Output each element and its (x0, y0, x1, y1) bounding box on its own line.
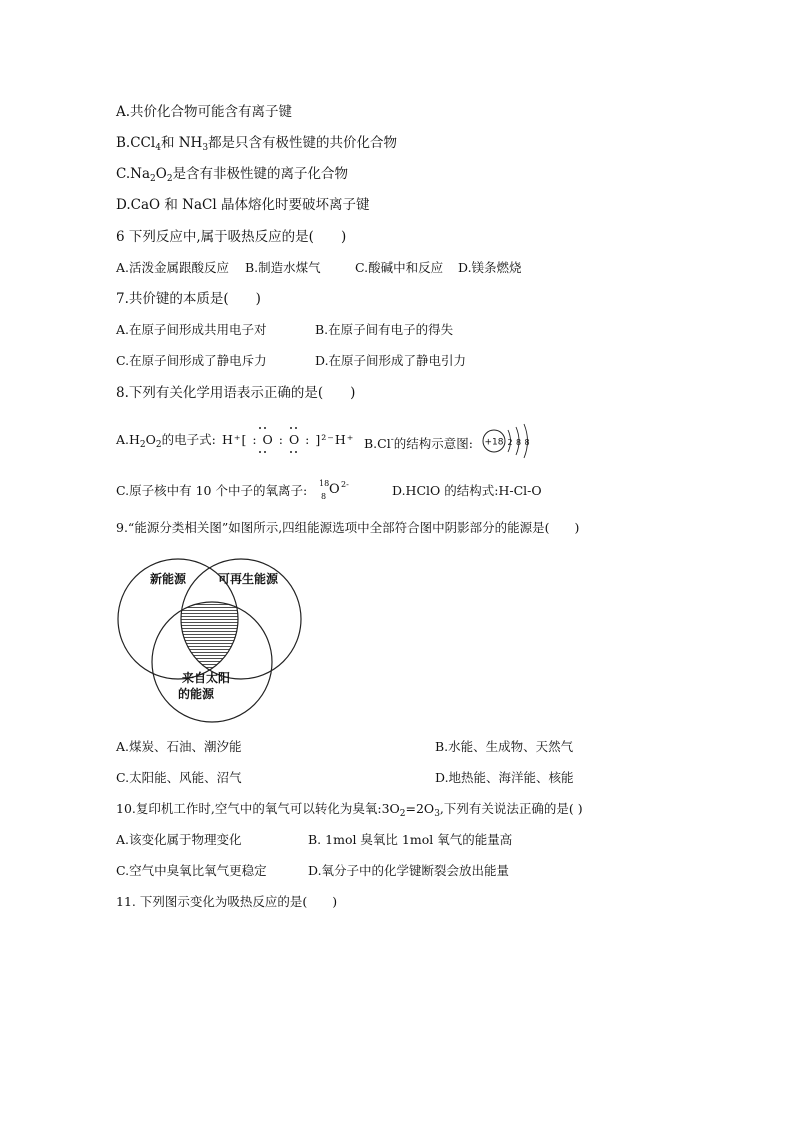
nucleus-charge: +18 (484, 437, 504, 448)
q5-option-c-post: 是含有非极性键的离子化合物 (172, 166, 349, 182)
q10-option-d: D.氧分子中的化学键断裂会放出能量 (308, 863, 510, 878)
q5-option-b-pre: B.CCl (116, 135, 156, 151)
q8-option-a-mid: O (145, 432, 156, 447)
q5-option-c (116, 165, 348, 188)
q6-option-c: C.酸碱中和反应 (355, 260, 444, 275)
shell-2-electrons: 8 (515, 438, 522, 447)
q8-option-b-text: B.Cl (364, 436, 391, 451)
q5-option-b-sub2: 3 (202, 143, 209, 153)
shell-3-electrons: 8 (524, 438, 530, 447)
atomic-number: 8 (321, 492, 327, 501)
q5-option-b-post: 都是只含有极性键的共价化合物 (208, 135, 398, 151)
q8-option-a-post: 的电子式: (161, 432, 216, 447)
q8-option-a (116, 431, 216, 454)
q7-option-b: B.在原子间有电子的得失 (315, 322, 454, 337)
q8-option-d: D.HClO 的结构式:H-Cl-O (392, 483, 542, 498)
q10-option-b: B. 1mol 臭氧比 1mol 氧气的能量高 (308, 832, 513, 847)
q9-option-a: A.煤炭、石油、潮汐能 (116, 739, 242, 754)
q10-option-a: A.该变化属于物理变化 (116, 832, 242, 847)
q10-stem-pre: 10.复印机工作时,空气中的氧气可以转化为臭氧:3O (116, 801, 400, 816)
mass-number: 18 (319, 479, 330, 488)
q7-option-c: C.在原子间形成了静电斥力 (116, 353, 267, 368)
q5-option-a: A.共价化合物可能含有离子键 (116, 104, 293, 120)
q7-option-a: A.在原子间形成共用电子对 (116, 322, 267, 337)
q6-option-d: D.镁条燃烧 (458, 260, 522, 275)
venn-label-solar-line2: 的能源 (178, 687, 215, 701)
q10-option-c: C.空气中臭氧比氧气更稳定 (116, 863, 267, 878)
element-symbol: O (329, 482, 340, 497)
q8-option-c: C.原子核中有 10 个中子的氧离子: (116, 483, 308, 498)
q8-option-b-post: 的结构示意图: (393, 436, 473, 451)
q8-option-a-pre: A.H (116, 432, 140, 447)
q10-stem-mid: =2O (405, 801, 435, 816)
q7-stem: 7.共价键的本质是( ) (116, 291, 261, 307)
venn-label-solar-line1: 来自太阳 (182, 671, 231, 685)
q7-option-d: D.在原子间形成了静电引力 (315, 353, 467, 368)
venn-label-new-energy: 新能源 (150, 572, 187, 586)
q8-stem: 8.下列有关化学用语表示正确的是( ) (116, 385, 356, 401)
q5-option-b-sub1: 4 (155, 143, 161, 153)
q10-stem-sub2: 3 (434, 809, 440, 819)
ion-charge: 2- (341, 480, 349, 489)
lone-pair-dots-bottom-icon (250, 449, 330, 455)
q9-option-b: B.水能、生成物、天然气 (435, 739, 574, 754)
q8-h2o2-electron-formula: H⁺[ : O : O : ]²⁻H⁺ (222, 432, 355, 447)
q8-option-b (364, 431, 473, 453)
q5-option-c-pre: C.Na (116, 166, 151, 182)
q6-option-a: A.活泼金属跟酸反应 (116, 260, 230, 275)
shaded-intersection (152, 602, 272, 722)
q5-option-c-sub1: 2 (150, 174, 156, 184)
q8-option-b-sup: - (390, 435, 394, 445)
q8-option-a-sub1: 2 (139, 440, 146, 450)
q6-stem: 6 下列反应中,属于吸热反应的是( ) (116, 229, 347, 245)
lone-pair-dots-icon (250, 424, 330, 432)
q5-option-c-mid: O (155, 166, 167, 182)
q10-stem-post: ,下列有关说法正确的是( ) (439, 801, 583, 816)
q10-stem-sub1: 2 (399, 809, 406, 819)
q9-stem: 9.“能源分类相关图”如图所示,四组能源选项中全部符合图中阴影部分的能源是( ) (116, 520, 580, 535)
energy-venn-diagram (110, 555, 310, 725)
q11-stem: 11. 下列图示变化为吸热反应的是( ) (116, 894, 338, 909)
venn-label-renewable: 可再生能源 (218, 572, 279, 586)
shell-1-electrons: 2 (507, 438, 513, 447)
oxygen-ion-nuclide (319, 479, 353, 503)
q9-option-d: D.地热能、海洋能、核能 (435, 770, 574, 785)
q5-option-c-sub2: 2 (166, 174, 173, 184)
q5-option-b (116, 134, 397, 157)
q5-option-b-mid: 和 NH (160, 135, 203, 151)
q9-option-c: C.太阳能、风能、沼气 (116, 770, 242, 785)
chloride-ion-structure-diagram (480, 420, 540, 462)
q6-option-b: B.制造水煤气 (245, 260, 321, 275)
q10-stem (116, 800, 583, 823)
q5-option-d: D.CaO 和 NaCl 晶体熔化时要破坏离子键 (116, 197, 370, 213)
q8-option-a-sub2: 2 (155, 440, 162, 450)
